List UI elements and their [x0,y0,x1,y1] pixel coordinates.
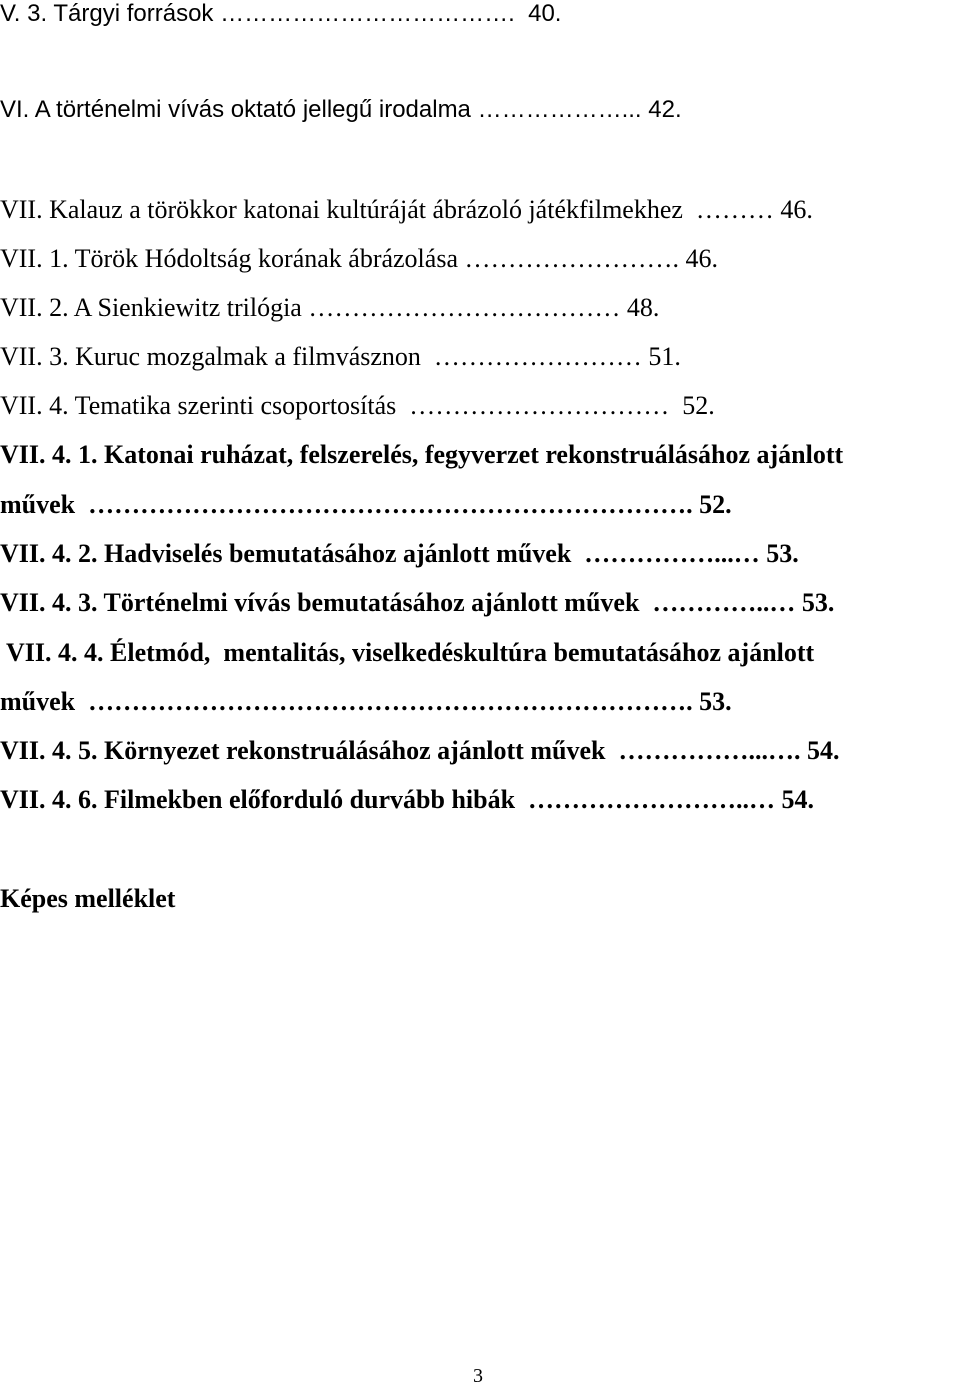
toc-entry: VII. 3. Kuruc mozgalmak a filmvásznon …………………… 51. [0,342,681,371]
toc-entry: V. 3. Tárgyi források ………………………………. 40. [0,0,562,27]
page-number: 3 [473,1365,483,1387]
toc-entry: VII. 2. A Sienkiewitz trilógia ……………………………… 48. [0,293,660,322]
toc-entry: művek ……………………………………………………………. 53. [0,687,732,716]
toc-entry: VII. 1. Török Hódoltság korának ábrázolása ……………………. 46. [0,244,718,273]
toc-entry: VII. 4. 4. Életmód, mentalitás, viselkedéskultúra bemutatásához ajánlott [0,638,815,667]
toc-entry: művek ……………………………………………………………. 52. [0,490,732,519]
toc-entry: VI. A történelmi vívás oktató jellegű irodalma ………………... 42. [0,96,682,123]
appendix-heading: Képes melléklet [0,884,176,913]
toc-entry: VII. Kalauz a törökkor katonai kultúráját ábrázoló játékfilmekhez ……… 46. [0,195,813,224]
toc-entry: VII. 4. 3. Történelmi vívás bemutatásához ajánlott művek …………..… 53. [0,588,835,617]
toc-entry: VII. 4. Tematika szerinti csoportosítás ………………………… 52. [0,391,715,420]
toc-entry: VII. 4. 1. Katonai ruházat, felszerelés, fegyverzet rekonstruálásához ajánlott [0,440,844,469]
toc-entry: VII. 4. 5. Környezet rekonstruálásához ajánlott művek ……………...…. 54. [0,736,840,765]
toc-entry: VII. 4. 2. Hadviselés bemutatásához ajánlott művek ……………...… 53. [0,539,799,568]
toc-entry: VII. 4. 6. Filmekben előforduló durvább hibák ……………………..… 54. [0,785,815,814]
